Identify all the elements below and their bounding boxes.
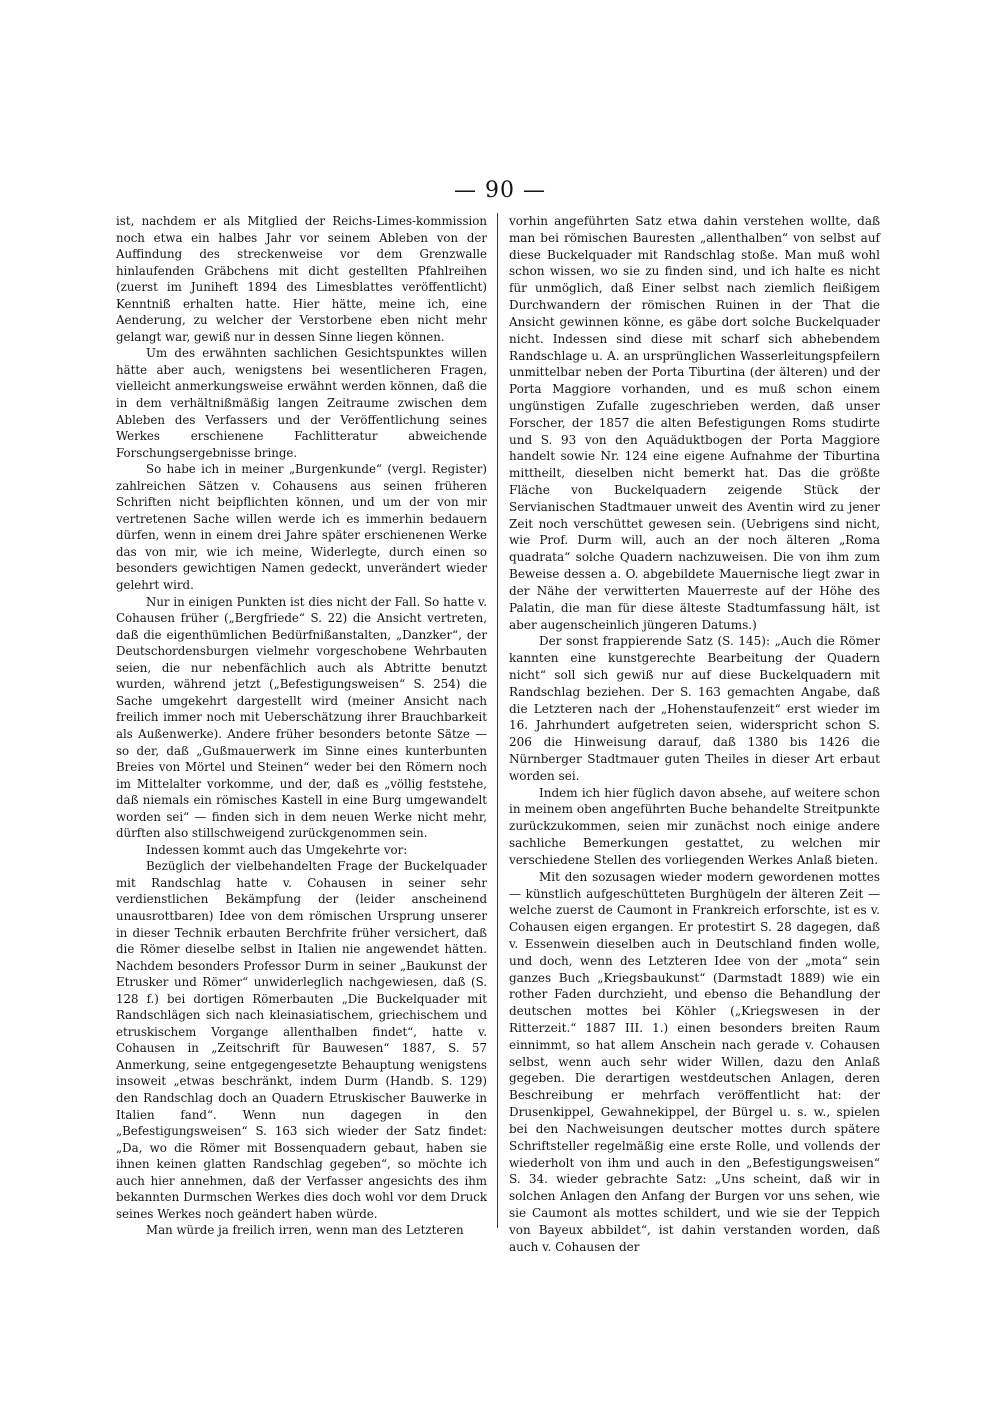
paragraph: vorhin angeführten Satz etwa dahin verstehen wollte, daß man bei römischen Bauresten „allenthalben“ von selbst auf diese Buckelquader mit Randschlag stoße. Man muß wohl schon wissen, wo sie zu finden sind, und ich halte es nicht für unmöglich, daß Einer selbst nach ziemlich fleißigem Durchwandern der römischen Ruinen in der That die Ansicht gewinnen könne, es gäbe dort solche Buckelquader nicht. Indessen sind diese mit scharf sich abhebendem Randschlage u. A. an ursprünglichen Wasserleitungspfeilern unmittelbar neben der Porta Tiburtina (der älteren) und der Porta Maggiore vorhanden, und es muß schon einem ungünstigen Zufalle zugeschrieben werden, daß unser Forscher, der 1857 die alten Befestigungen Roms studirte und S. 93 von den Aquäduktbogen der Porta Maggiore handelt sowie Nr. 124 eine eigene Aufnahme der Tiburtina mittheilt, dieselben nicht bemerkt hat. Das die größte Fläche von Buckelquadern zeigende Stück der Servianischen Stadtmauer unweit des Aventin wird zu jener Zeit noch verschüttet gewesen sein. (Uebrigens sind nicht, wie Prof. Durm will, auch an der noch älteren „Roma quadrata“ solche Quadern nachzuweisen. Die von ihm zum Beweise dessen a. O. abgebildete Mauernische liegt zwar in der Nähe der verwitterten Mauerreste auf der Höhe des Palatin, die man für diese älteste Stadtumfassung hält, ist aber augenscheinlich jüngeren Datums.)	[509, 214, 880, 632]
paragraph: ist, nachdem er als Mitglied der Reichs-Limes-kommission noch etwa ein halbes Jahr vor seinem Ableben von der Auffindung des streckenweise vor dem Grenzwalle hinlaufenden Gräbchens mit dicht gestellten Pfahlreihen (zuerst im Juniheft 1894 des Limesblattes veröffentlicht) Kenntniß erhalten hatte. Hier hätte, meine ich, eine Aenderung, zu welcher der Verstorbene eben nicht mehr gelangt war, gewiß nur in dessen Sinne liegen können.	[116, 214, 487, 344]
paragraph: Um des erwähnten sachlichen Gesichtspunktes willen hätte aber auch, wenigstens bei wesentlicheren Fragen, vielleicht anmerkungsweise erwähnt werden können, daß die in dem verhältnißmäßig langen Zeitraume zwischen dem Ableben des Verfassers und der Veröffentlichung seines Werkes erschienene Fachlitteratur abweichende Forschungsergebnisse bringe.	[116, 346, 487, 460]
paragraph: Indem ich hier füglich davon absehe, auf weitere schon in meinem oben angeführten Buche behandelte Streitpunkte zurückzukommen, seien mir zunächst noch einige andere sachliche Bemerkungen gestattet, zu welchen mir verschiedene Stellen des vorliegenden Werkes Anlaß bieten.	[509, 785, 880, 867]
paragraph: So habe ich in meiner „Burgenkunde“ (vergl. Register) zahlreichen Sätzen v. Cohausens aus seinen früheren Schriften nicht beipflichten können, und um der von mir vertretenen Sache willen werde ich es immerhin bedauern dürfen, wenn in einem drei Jahre später erschienenen Werke das von mir, wie ich meine, Widerlegte, durch einen so besonders gewichtigen Namen gedeckt, unverändert wieder gelehrt wird.	[116, 462, 487, 593]
paragraph: Man würde ja freilich irren, wenn man des Letzteren	[146, 1223, 464, 1238]
paragraph: Der sonst frappierende Satz (S. 145): „Auch die Römer kannten eine kunstgerechte Bearbeitung der Quadern nicht“ soll sich gewiß nur auf diese Buckelquadern mit Randschlag beziehen. Der S. 163 gemachten Angabe, daß die Letzteren nach der „Hohenstaufenzeit“ erst wieder im 16. Jahrhundert aufgetreten seien, widerspricht schon S. 206 die Hinweisung darauf, daß 1380 bis 1426 die Nürnberger Stadtmauer guten Theiles in dieser Art erbaut worden sei.	[509, 634, 880, 783]
paragraph: Bezüglich der vielbehandelten Frage der Buckelquader mit Randschlag hatte v. Cohausen in seiner sehr verdienstlichen Bekämpfung der (leider anscheinend unausrottbaren) Idee von dem römischen Ursprung unserer in dieser Technik erbauten Berchfrite früher versichert, daß die Römer dieselbe selbst in Italien nie angewendet hätten. Nachdem besonders Professor Durm in seiner „Baukunst der Etrusker und Römer“ unwiderleglich nachgewiesen, daß (S. 128 f.) bei dortigen Römerbauten „Die Buckelquader mit Randschlägen sich nach kleinasiatischem, griechischem und etruskischem Vorgange allenthalben findet“, hatte v. Cohausen in „Zeitschrift für Bauwesen“ 1887, S. 57 Anmerkung, seine entgegengesetzte Behauptung wenigstens insoweit „etwas beschränkt, indem Durm (Handb. S. 129) den Randschlag doch an Quadern Etruskischer Bauwerke in Italien fand“. Wenn nun dagegen in den „Befestigungsweisen“ S. 163 sich wieder der Satz findet: „Da, wo die Römer mit Bossenquadern gebaut, haben sie ihnen keinen glatten Randschlag gegeben“, so möchte ich auch hier annehmen, daß der Verfasser angesichts des ihm bekannten Durmschen Werkes dies doch wohl vor dem Druck seines Werkes noch geändert haben würde.	[116, 859, 487, 1221]
left-column	[116, 213, 487, 1239]
paragraph: Indessen kommt auch das Umgekehrte vor:	[146, 842, 408, 857]
page-number: — 90 —	[454, 178, 546, 203]
paragraph: Nur in einigen Punkten ist dies nicht der Fall. So hatte v. Cohausen früher („Bergfriede“ S. 22) die Ansicht vertreten, daß die eigenthümlichen Bedürfnißanstalten, „Danzker“, der Deutschordensburgen vielmehr vorgeschobene Wehrbauten seien, die nur nebenfächlich auch als Abtritte benutzt wurden, während jetzt („Befestigungsweisen“ S. 254) die Sache umgekehrt dargestellt wird (meiner Ansicht nach freilich immer noch mit Ueberschätzung ihrer Brauchbarkeit als Außenwerke). Andere früher besonders betonte Sätze — so der, daß „Gußmauerwerk im Sinne eines kunterbunten Breies von Mörtel und Steinen“ weder bei den Römern noch im Mittelalter vorkomme, und der, daß es „völlig feststehe, daß niemals ein römisches Kastell in eine Burg umgewandelt worden sei“ — finden sich in dem neuen Werke nicht mehr, dürften also stillschweigend zurückgenommen sein.	[116, 594, 487, 841]
right-column	[509, 213, 880, 1255]
column-divider	[497, 213, 498, 1228]
paragraph: Mit den sozusagen wieder modern gewordenen mottes — künstlich aufgeschütteten Burghügeln der älteren Zeit — welche zuerst de Caumont in Frankreich erforschte, ist es v. Cohausen eigen ergangen. Er protestirt S. 28 dagegen, daß v. Essenwein dieselben auch in Deutschland finden wolle, und doch, wenn des Letzteren Idee von der „mota“ sein ganzes Buch „Kriegsbaukunst“ (Darmstadt 1889) wie ein rother Faden durchzieht, und ebenso die Behandlung der deutschen mottes bei Köhler („Kriegswesen in der Ritterzeit.“ 1887 III. 1.) einen besonders breiten Raum einnimmt, so hat allem Anschein nach gerade v. Cohausen selbst, wenn auch sehr wider Willen, dazu den Anlaß gegeben. Die derartigen westdeutschen Anlagen, deren Beschreibung er mehrfach veröffentlicht hat: der Drusenkippel, Gewahnekippel, der Bürgel u. s. w., spielen bei den Nachweisungen deutscher mottes durch spätere Schriftsteller regelmäßig eine erste Rolle, und vollends der wiederholt von ihm und auch in den „Befestigungsweisen“ S. 34. wieder gebrachte Satz: „Uns scheint, daß wir in solchen Anlagen den Anfang der Burgen vor uns sehen, wie sie Caumont als mottes schildert, und wie sie der Teppich von Bayeux abbildet“, ist dahin verstanden worden, daß auch v. Cohausen der	[509, 869, 880, 1254]
